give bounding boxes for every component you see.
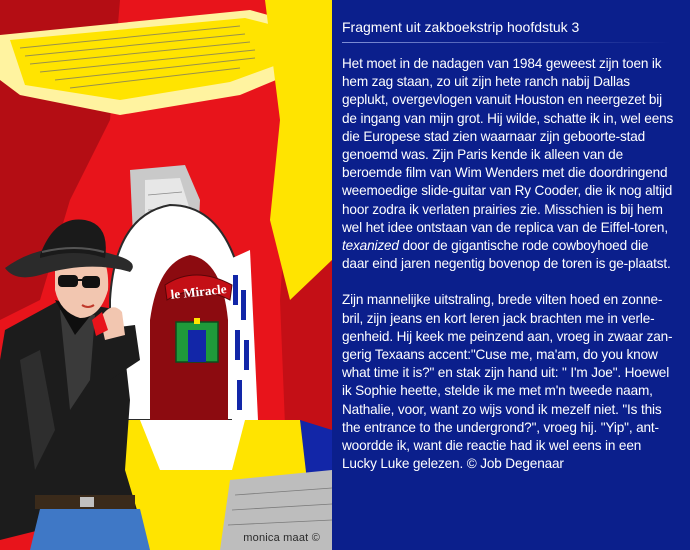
story-paragraph-1 xyxy=(342,55,678,273)
title-divider xyxy=(342,42,670,43)
green-door xyxy=(176,318,218,362)
cowboy-figure xyxy=(0,219,150,550)
paragraph-1-text-end: door de gigantische rode cowboyhoed die daar eind jaren negentig bovenop de toren is ge-plaatst. xyxy=(342,238,671,272)
miracle-sign: le Miracle xyxy=(169,281,228,302)
artwork-illustration xyxy=(0,0,332,550)
story-text-panel xyxy=(332,0,690,550)
comic-artwork xyxy=(0,0,332,550)
fragment-title: Fragment uit zakboekstrip hoofdstuk 3 xyxy=(342,19,580,35)
artist-signature: monica maat © xyxy=(243,532,320,544)
texanized-emphasis: texanized xyxy=(342,238,399,254)
paragraph-1-text: Het moet in de nadagen van 1984 geweest zijn toen ik hem zag staan, zo uit zijn hete ranch nabij Dallas geplukt, overgevlogen vanuit Houston en neergezet bij de ingang van mijn grot. Hij wilde, schatte ik in, wel eens die Europese stad zien waarnaar zijn geboorte-stad genoemd was. Zijn Paris kende ik alleen van de beroemde film van Wim Wenders met die doordringend weemoedige slide-guitar van Ry Cooder, die ik nog altijd hoor zodra ik verlaten prairies zie. Misschien is bij hem wel het idee ontstaan van de replica van de Eiffel-toren, xyxy=(342,56,674,235)
story-paragraph-2: Zijn mannelijke uitstraling, brede vilten hoed en zonne-bril, zijn jeans en kort leren jack brachten me in verle-genheid. Hij keek me peinzend aan, vroeg in zwaar zan-gerig Texaans accent:"Cuse me, ma'am, do you know what time it is?" en stak zijn hand uit: " I'm Joe". Hoewel ik Sophie heette, stelde ik me met m'n tweede naam, Nathalie, voor, want zo wijs vond ik mezelf niet. "Is this the entrance to the undergrond?", vroeg hij. "Yip", ant-woordde ik, want die reactie had ik wel eens in een Lucky Luke gelezen. © Job Degenaar xyxy=(342,292,673,472)
